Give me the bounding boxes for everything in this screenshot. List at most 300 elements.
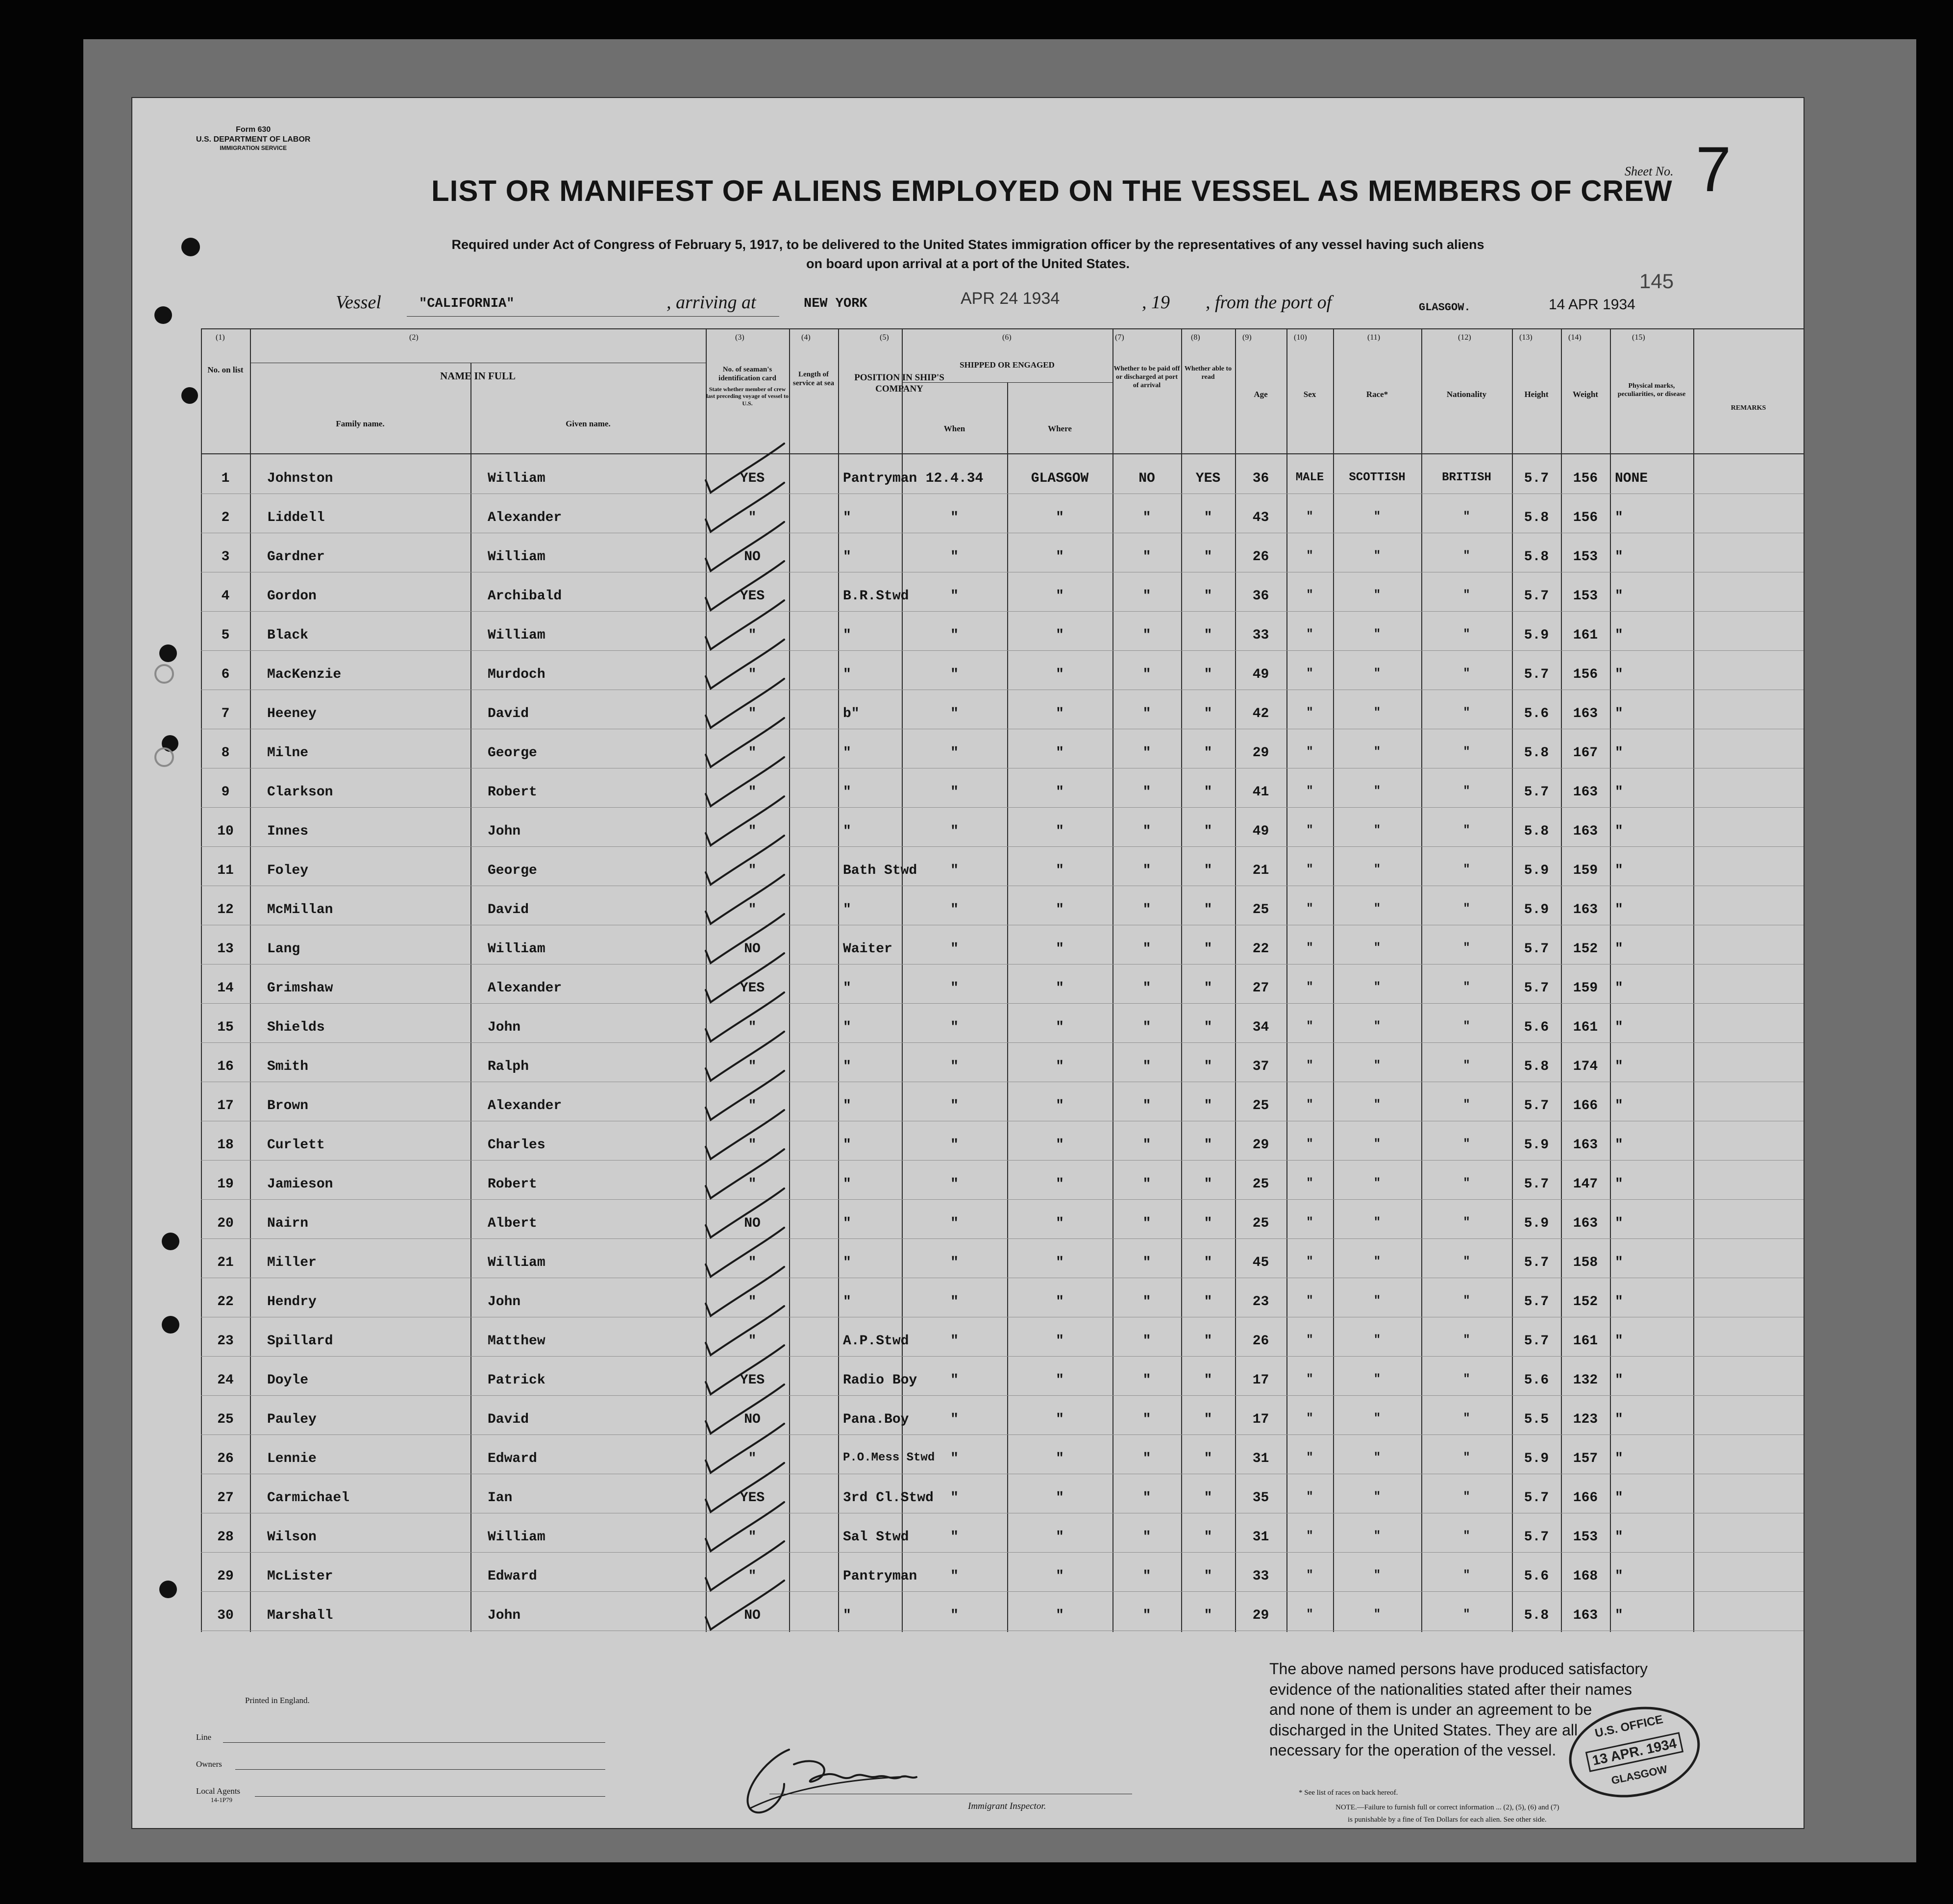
cell-previous-voyage: YES bbox=[740, 981, 765, 996]
cell-shipped-where: " bbox=[1056, 1059, 1064, 1074]
cell-age: 36 bbox=[1252, 589, 1269, 604]
cell-shipped-where: " bbox=[1056, 1216, 1064, 1231]
cell-age: 25 bbox=[1252, 1177, 1269, 1192]
cell-given-name: Edward bbox=[488, 1451, 537, 1466]
cell-race: " bbox=[1373, 1569, 1381, 1582]
cell-shipped-when: " bbox=[950, 1020, 959, 1035]
cell-no: 13 bbox=[217, 941, 234, 957]
cell-family-name: Brown bbox=[267, 1098, 309, 1113]
cell-sex: " bbox=[1306, 510, 1313, 523]
cell-paid-off: " bbox=[1142, 1059, 1151, 1074]
cell-shipped-when: " bbox=[950, 628, 959, 643]
cell-shipped-where: " bbox=[1056, 981, 1064, 996]
form-number: Form 630 bbox=[236, 125, 271, 134]
from-port-label: , from the port of bbox=[1206, 292, 1332, 313]
cell-previous-voyage: " bbox=[748, 1255, 757, 1270]
cell-position: " bbox=[843, 1255, 851, 1270]
cell-no: 23 bbox=[217, 1334, 234, 1349]
cell-given-name: David bbox=[488, 902, 529, 917]
cell-sex: " bbox=[1306, 1216, 1313, 1229]
cell-position: " bbox=[843, 1177, 851, 1192]
cell-position: " bbox=[843, 981, 851, 996]
cell-weight: 147 bbox=[1573, 1177, 1598, 1192]
col-number: (3) bbox=[735, 333, 744, 342]
cell-race: " bbox=[1373, 706, 1381, 719]
cell-given-name: Albert bbox=[488, 1216, 537, 1231]
cell-position: " bbox=[843, 902, 851, 917]
cell-previous-voyage: NO bbox=[744, 941, 761, 957]
cell-sex: " bbox=[1306, 628, 1313, 641]
cell-nationality: " bbox=[1463, 1490, 1470, 1504]
cell-height: 5.7 bbox=[1524, 981, 1549, 996]
cell-paid-off: " bbox=[1142, 589, 1151, 604]
cell-able-read: " bbox=[1204, 1255, 1212, 1270]
cell-nationality: " bbox=[1463, 863, 1470, 876]
cell-able-read: " bbox=[1204, 1137, 1212, 1153]
vessel-rule bbox=[407, 316, 779, 317]
cell-no: 29 bbox=[217, 1569, 234, 1584]
owners-label: Owners bbox=[196, 1759, 222, 1769]
cell-age: 26 bbox=[1252, 549, 1269, 565]
cell-paid-off: " bbox=[1142, 1530, 1151, 1545]
cell-given-name: Ian bbox=[488, 1490, 513, 1506]
cell-race: " bbox=[1373, 1294, 1381, 1308]
cell-no: 7 bbox=[221, 706, 230, 721]
cell-age: 37 bbox=[1252, 1059, 1269, 1074]
cell-paid-off: " bbox=[1142, 667, 1151, 682]
cell-sex: " bbox=[1306, 549, 1313, 563]
cell-family-name: Marshall bbox=[267, 1608, 333, 1623]
cell-height: 5.8 bbox=[1524, 745, 1549, 761]
cell-race: " bbox=[1373, 1098, 1381, 1112]
col-number: (7) bbox=[1115, 333, 1124, 342]
cell-race: " bbox=[1373, 1216, 1381, 1229]
header-when: When bbox=[943, 424, 965, 433]
cell-nationality: " bbox=[1463, 1020, 1470, 1033]
table-row bbox=[132, 728, 1804, 768]
cell-weight: 123 bbox=[1573, 1412, 1598, 1427]
cell-physical-marks: " bbox=[1615, 824, 1623, 839]
cell-family-name: Lang bbox=[267, 941, 300, 957]
cell-height: 5.7 bbox=[1524, 1530, 1549, 1545]
cell-nationality: " bbox=[1463, 549, 1470, 563]
sheet-label: Sheet No. bbox=[1625, 164, 1674, 178]
cell-able-read: " bbox=[1204, 706, 1212, 721]
cell-family-name: Foley bbox=[267, 863, 309, 878]
cell-shipped-when: " bbox=[950, 1490, 959, 1506]
cell-height: 5.8 bbox=[1524, 510, 1549, 525]
cell-shipped-when: " bbox=[950, 510, 959, 525]
cell-family-name: Hendry bbox=[267, 1294, 317, 1310]
cell-previous-voyage: " bbox=[748, 667, 757, 682]
cell-able-read: " bbox=[1204, 785, 1212, 800]
cell-weight: 161 bbox=[1573, 628, 1598, 643]
header-id-card-note: State whether member of crew last preceding voyage of vessel to U.S. bbox=[706, 386, 789, 407]
cell-paid-off: " bbox=[1142, 1451, 1151, 1466]
cell-previous-voyage: " bbox=[748, 1569, 757, 1584]
cell-shipped-when: " bbox=[950, 1137, 959, 1153]
header-no-on-list: No. on list bbox=[207, 365, 244, 374]
cell-paid-off: " bbox=[1142, 706, 1151, 721]
line-rule bbox=[223, 1742, 605, 1743]
cell-sex: " bbox=[1306, 1177, 1313, 1190]
cell-given-name: Robert bbox=[488, 1177, 537, 1192]
cell-age: 25 bbox=[1252, 1216, 1269, 1231]
agents-rule bbox=[255, 1796, 605, 1797]
cell-shipped-where: " bbox=[1056, 1373, 1064, 1388]
cell-shipped-when: " bbox=[950, 824, 959, 839]
cell-able-read: " bbox=[1204, 863, 1212, 878]
page-title: LIST OR MANIFEST OF ALIENS EMPLOYED ON THE VESSEL AS MEMBERS OF CREW bbox=[431, 174, 1673, 207]
sheet-number: 7 bbox=[1696, 133, 1731, 205]
cell-race: " bbox=[1373, 863, 1381, 876]
cell-position: " bbox=[843, 745, 851, 761]
cell-race: " bbox=[1373, 1255, 1381, 1268]
cell-sex: " bbox=[1306, 1059, 1313, 1072]
header-race: Race* bbox=[1366, 390, 1388, 399]
cell-family-name: Lennie bbox=[267, 1451, 317, 1466]
cell-given-name: George bbox=[488, 863, 537, 878]
cell-sex: " bbox=[1306, 1098, 1313, 1112]
cell-no: 2 bbox=[221, 510, 230, 525]
cell-nationality: " bbox=[1463, 667, 1470, 680]
cell-paid-off: " bbox=[1142, 1334, 1151, 1349]
cell-position: A.P.Stwd bbox=[843, 1334, 909, 1349]
cell-nationality: " bbox=[1463, 1530, 1470, 1543]
cell-nationality: " bbox=[1463, 706, 1470, 719]
cell-previous-voyage: " bbox=[748, 510, 757, 525]
cell-age: 45 bbox=[1252, 1255, 1269, 1270]
cell-paid-off: " bbox=[1142, 1569, 1151, 1584]
cell-given-name: Patrick bbox=[488, 1373, 545, 1388]
department-name: U.S. DEPARTMENT OF LABOR bbox=[196, 135, 311, 144]
departure-port: GLASGOW. bbox=[1419, 301, 1471, 314]
cell-weight: 163 bbox=[1573, 1608, 1598, 1623]
cell-paid-off: " bbox=[1142, 1020, 1151, 1035]
cell-able-read: " bbox=[1204, 510, 1212, 525]
header-height: Height bbox=[1524, 390, 1549, 399]
cell-sex: " bbox=[1306, 745, 1313, 759]
page-number: 145 bbox=[1639, 270, 1674, 293]
cell-nationality: " bbox=[1463, 1177, 1470, 1190]
cell-previous-voyage: YES bbox=[740, 471, 765, 486]
cell-weight: 157 bbox=[1573, 1451, 1598, 1466]
cell-age: 31 bbox=[1252, 1530, 1269, 1545]
cell-physical-marks: " bbox=[1615, 1569, 1623, 1584]
table-row bbox=[132, 453, 1804, 494]
cell-position: Pantryman bbox=[843, 471, 917, 486]
cell-position: " bbox=[843, 549, 851, 565]
table-row bbox=[132, 532, 1804, 572]
cell-previous-voyage: NO bbox=[744, 549, 761, 565]
cell-paid-off: " bbox=[1142, 1216, 1151, 1231]
cell-position: P.O.Mess Stwd bbox=[843, 1451, 935, 1464]
table-row bbox=[132, 610, 1804, 651]
cell-given-name: Charles bbox=[488, 1137, 545, 1153]
cell-race: " bbox=[1373, 1373, 1381, 1386]
table-top-border bbox=[201, 328, 1804, 329]
cell-previous-voyage: " bbox=[748, 1334, 757, 1349]
cell-able-read: " bbox=[1204, 1412, 1212, 1427]
cell-sex: " bbox=[1306, 981, 1313, 994]
cell-race: SCOTTISH bbox=[1349, 471, 1406, 484]
cell-shipped-where: " bbox=[1056, 1177, 1064, 1192]
cell-height: 5.6 bbox=[1524, 1020, 1549, 1035]
cell-previous-voyage: NO bbox=[744, 1608, 761, 1623]
cell-height: 5.7 bbox=[1524, 785, 1549, 800]
cell-height: 5.8 bbox=[1524, 824, 1549, 839]
cell-position: Waiter bbox=[843, 941, 892, 957]
cell-height: 5.9 bbox=[1524, 863, 1549, 878]
cell-shipped-where: " bbox=[1056, 1451, 1064, 1466]
cell-age: 43 bbox=[1252, 510, 1269, 525]
cell-sex: " bbox=[1306, 706, 1313, 719]
table-row bbox=[132, 1590, 1804, 1631]
cell-age: 22 bbox=[1252, 941, 1269, 957]
cell-height: 5.8 bbox=[1524, 549, 1549, 565]
cell-family-name: Innes bbox=[267, 824, 309, 839]
cell-position: " bbox=[843, 1137, 851, 1153]
cell-sex: " bbox=[1306, 1490, 1313, 1504]
cell-position: " bbox=[843, 667, 851, 682]
cell-physical-marks: " bbox=[1615, 1530, 1623, 1545]
cell-sex: " bbox=[1306, 1608, 1313, 1621]
cell-age: 17 bbox=[1252, 1412, 1269, 1427]
header-name-in-full: NAME IN FULL bbox=[440, 370, 516, 382]
cell-race: " bbox=[1373, 589, 1381, 602]
col-number: (14) bbox=[1568, 333, 1582, 342]
cell-nationality: " bbox=[1463, 1373, 1470, 1386]
cell-given-name: William bbox=[488, 1530, 545, 1545]
cell-physical-marks: " bbox=[1615, 1608, 1623, 1623]
cell-nationality: " bbox=[1463, 1137, 1470, 1151]
cell-height: 5.6 bbox=[1524, 1373, 1549, 1388]
cell-shipped-where: " bbox=[1056, 785, 1064, 800]
page-subtitle bbox=[132, 235, 1804, 273]
cell-weight: 161 bbox=[1573, 1020, 1598, 1035]
cell-height: 5.7 bbox=[1524, 941, 1549, 957]
cell-physical-marks: " bbox=[1615, 1137, 1623, 1153]
cell-position: Pantryman bbox=[843, 1569, 917, 1584]
cell-shipped-when: " bbox=[950, 1412, 959, 1427]
col-number: (13) bbox=[1519, 333, 1533, 342]
cell-weight: 152 bbox=[1573, 941, 1598, 957]
cell-family-name: Milne bbox=[267, 745, 309, 761]
cell-able-read: " bbox=[1204, 1216, 1212, 1231]
cell-weight: 161 bbox=[1573, 1334, 1598, 1349]
cell-given-name: William bbox=[488, 628, 545, 643]
cell-sex: " bbox=[1306, 1020, 1313, 1033]
race-note: * See list of races on back hereof. bbox=[1299, 1789, 1398, 1797]
cell-given-name: Edward bbox=[488, 1569, 537, 1584]
cell-previous-voyage: " bbox=[748, 1451, 757, 1466]
cell-paid-off: " bbox=[1142, 863, 1151, 878]
cell-given-name: Alexander bbox=[488, 1098, 562, 1113]
cell-no: 16 bbox=[217, 1059, 234, 1074]
cell-no: 22 bbox=[217, 1294, 234, 1310]
cell-race: " bbox=[1373, 1059, 1381, 1072]
col-number: (9) bbox=[1242, 333, 1252, 342]
punch-hole bbox=[154, 306, 172, 324]
table-row bbox=[132, 571, 1804, 612]
cell-shipped-where: " bbox=[1056, 510, 1064, 525]
cell-weight: 153 bbox=[1573, 1530, 1598, 1545]
header-physical-marks: Physical marks, peculiarities, or disease bbox=[1617, 382, 1686, 398]
cell-able-read: " bbox=[1204, 902, 1212, 917]
cell-no: 14 bbox=[217, 981, 234, 996]
cell-previous-voyage: YES bbox=[740, 1490, 765, 1506]
cell-weight: 166 bbox=[1573, 1490, 1598, 1506]
table-row bbox=[132, 1434, 1804, 1474]
cell-height: 5.6 bbox=[1524, 706, 1549, 721]
cell-shipped-when: " bbox=[950, 1530, 959, 1545]
cell-no: 24 bbox=[217, 1373, 234, 1388]
header-length-service: Length of service at sea bbox=[792, 371, 835, 387]
cell-sex: " bbox=[1306, 941, 1313, 955]
cell-physical-marks: " bbox=[1615, 549, 1623, 565]
cell-no: 6 bbox=[221, 667, 230, 682]
header-given-name: Given name. bbox=[566, 419, 611, 428]
cell-weight: 156 bbox=[1573, 471, 1598, 486]
cell-family-name: Smith bbox=[267, 1059, 309, 1074]
cell-previous-voyage: " bbox=[748, 628, 757, 643]
cell-race: " bbox=[1373, 1020, 1381, 1033]
cell-nationality: " bbox=[1463, 1059, 1470, 1072]
cell-shipped-when: " bbox=[950, 706, 959, 721]
table-row bbox=[132, 924, 1804, 964]
cell-shipped-where: " bbox=[1056, 589, 1064, 604]
certification-statement: The above named persons have produced satisfactory evidence of the nationalities stated after their names and none of them is under an agreement to be discharged in the United States. They are all necessary for the operation of the vessel. bbox=[1269, 1660, 1648, 1759]
cell-age: 17 bbox=[1252, 1373, 1269, 1388]
cell-given-name: Ralph bbox=[488, 1059, 529, 1074]
col-number: (6) bbox=[1002, 333, 1012, 342]
cell-nationality: " bbox=[1463, 1294, 1470, 1308]
cell-physical-marks: " bbox=[1615, 863, 1623, 878]
cell-given-name: David bbox=[488, 1412, 529, 1427]
cell-nationality: " bbox=[1463, 589, 1470, 602]
cell-previous-voyage: " bbox=[748, 1530, 757, 1545]
cell-nationality: " bbox=[1463, 902, 1470, 915]
cell-position: Pana.Boy bbox=[843, 1412, 909, 1427]
cell-shipped-when: " bbox=[950, 1216, 959, 1231]
cell-previous-voyage: " bbox=[748, 785, 757, 800]
cell-physical-marks: " bbox=[1615, 1255, 1623, 1270]
vessel-label: Vessel bbox=[336, 292, 381, 313]
cell-given-name: Alexander bbox=[488, 981, 562, 996]
cell-age: 25 bbox=[1252, 1098, 1269, 1113]
cell-able-read: " bbox=[1204, 628, 1212, 643]
cell-given-name: Matthew bbox=[488, 1334, 545, 1349]
cell-age: 29 bbox=[1252, 745, 1269, 761]
cell-no: 18 bbox=[217, 1137, 234, 1153]
header-paid-off: Whether to be paid off or discharged at port of arrival bbox=[1113, 365, 1180, 389]
cell-age: 26 bbox=[1252, 1334, 1269, 1349]
cell-height: 5.9 bbox=[1524, 1216, 1549, 1231]
cell-age: 34 bbox=[1252, 1020, 1269, 1035]
cell-previous-voyage: " bbox=[748, 706, 757, 721]
cell-race: " bbox=[1373, 785, 1381, 798]
cell-no: 8 bbox=[221, 745, 230, 761]
table-row bbox=[132, 1041, 1804, 1082]
cell-position: " bbox=[843, 1020, 851, 1035]
cell-weight: 168 bbox=[1573, 1569, 1598, 1584]
cell-shipped-where: " bbox=[1056, 1334, 1064, 1349]
cell-shipped-when: " bbox=[950, 1451, 959, 1466]
table-row bbox=[132, 1316, 1804, 1357]
table-row bbox=[132, 689, 1804, 729]
agents-label: Local Agents bbox=[196, 1786, 241, 1796]
cell-family-name: Miller bbox=[267, 1255, 317, 1270]
cell-weight: 153 bbox=[1573, 589, 1598, 604]
cell-nationality: " bbox=[1463, 510, 1470, 523]
cell-family-name: Gordon bbox=[267, 589, 317, 604]
col-number: (1) bbox=[216, 333, 225, 342]
cell-family-name: Spillard bbox=[267, 1334, 333, 1349]
cell-family-name: Liddell bbox=[267, 510, 325, 525]
cell-sex: " bbox=[1306, 1255, 1313, 1268]
line-label: Line bbox=[196, 1732, 212, 1742]
cell-height: 5.7 bbox=[1524, 589, 1549, 604]
cell-physical-marks: " bbox=[1615, 785, 1623, 800]
manifest-sheet bbox=[132, 98, 1804, 1828]
col-number: (12) bbox=[1458, 333, 1471, 342]
cell-sex: " bbox=[1306, 1569, 1313, 1582]
cell-family-name: Johnston bbox=[267, 471, 333, 486]
table-row bbox=[132, 1002, 1804, 1043]
cell-able-read: " bbox=[1204, 824, 1212, 839]
cell-given-name: William bbox=[488, 471, 545, 486]
subtitle-line-2: on board upon arrival at a port of the United States. bbox=[806, 256, 1130, 272]
cell-previous-voyage: " bbox=[748, 1098, 757, 1113]
cell-shipped-when: " bbox=[950, 785, 959, 800]
cell-previous-voyage: " bbox=[748, 1059, 757, 1074]
col-number: (15) bbox=[1632, 333, 1645, 342]
cell-family-name: Jamieson bbox=[267, 1177, 333, 1192]
cell-paid-off: " bbox=[1142, 1294, 1151, 1310]
cell-paid-off: " bbox=[1142, 549, 1151, 565]
table-row bbox=[132, 1120, 1804, 1161]
penalty-note-2: is punishable by a fine of Ten Dollars for each alien. See other side. bbox=[1348, 1816, 1547, 1824]
inspector-signature bbox=[720, 1730, 1014, 1828]
cell-sex: " bbox=[1306, 1373, 1313, 1386]
cell-previous-voyage: NO bbox=[744, 1216, 761, 1231]
cell-paid-off: " bbox=[1142, 981, 1151, 996]
cell-physical-marks: " bbox=[1615, 1294, 1623, 1310]
cell-sex: " bbox=[1306, 667, 1313, 680]
cell-given-name: John bbox=[488, 824, 521, 839]
cell-family-name: McMillan bbox=[267, 902, 333, 917]
cell-shipped-when: " bbox=[950, 589, 959, 604]
cell-able-read: " bbox=[1204, 1569, 1212, 1584]
cell-nationality: " bbox=[1463, 1334, 1470, 1347]
cell-family-name: Heeney bbox=[267, 706, 317, 721]
cell-family-name: McLister bbox=[267, 1569, 333, 1584]
cell-position: Bath Stwd bbox=[843, 863, 917, 878]
cell-previous-voyage: " bbox=[748, 824, 757, 839]
service-name: IMMIGRATION SERVICE bbox=[220, 145, 287, 151]
header-weight: Weight bbox=[1573, 390, 1598, 399]
cell-position: " bbox=[843, 1098, 851, 1113]
cell-age: 21 bbox=[1252, 863, 1269, 878]
cell-nationality: " bbox=[1463, 1569, 1470, 1582]
cell-sex: MALE bbox=[1295, 471, 1324, 484]
table-row bbox=[132, 1394, 1804, 1435]
col-number: (4) bbox=[801, 333, 811, 342]
cell-position: B.R.Stwd bbox=[843, 589, 909, 604]
cell-previous-voyage: " bbox=[748, 902, 757, 917]
cell-shipped-where: GLASGOW bbox=[1031, 471, 1089, 486]
cell-nationality: " bbox=[1463, 1412, 1470, 1425]
